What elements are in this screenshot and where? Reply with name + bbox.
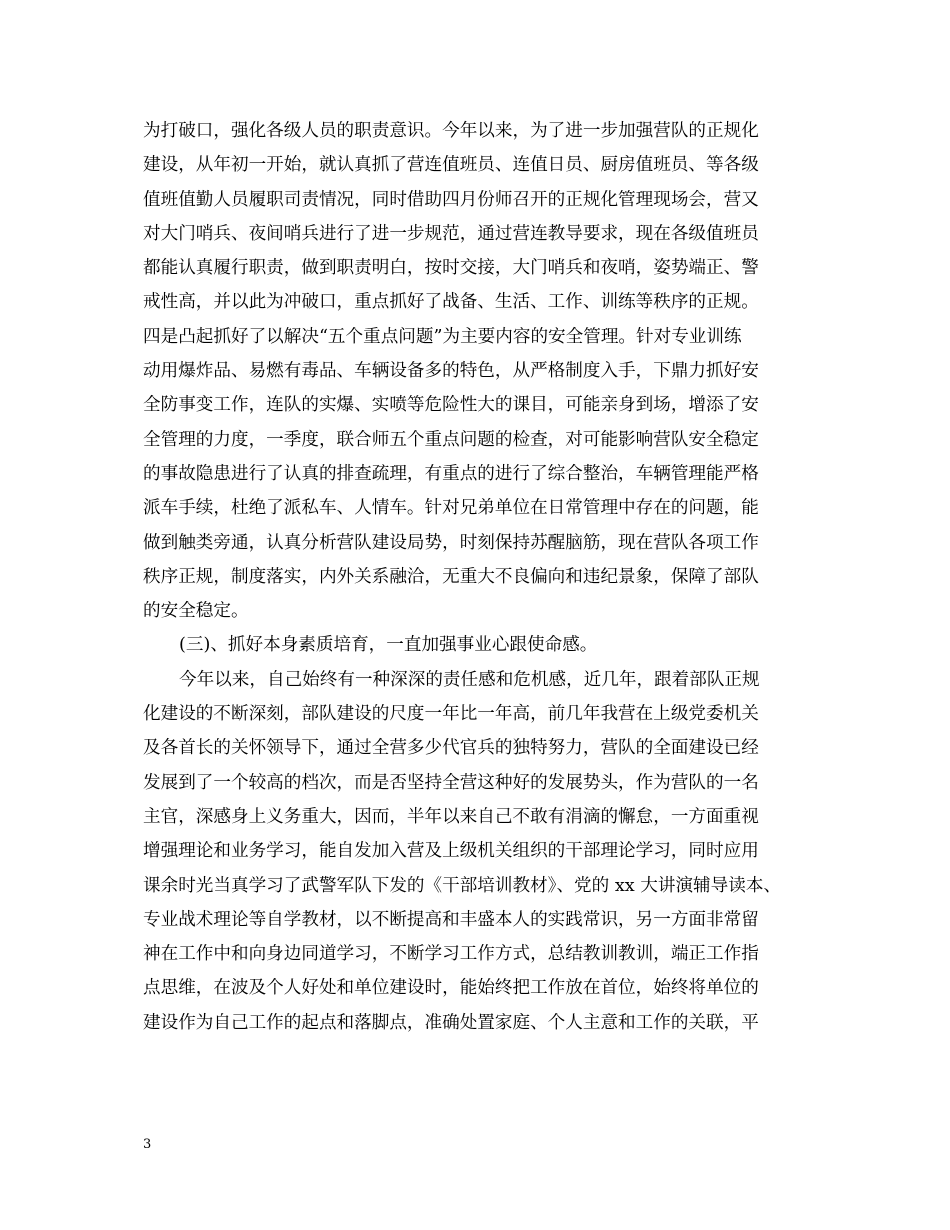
text-line: 及各首长的关怀领导下，通过全营多少代官兵的独特努力，营队的全面建设已经 — [143, 738, 759, 759]
text-line: 对大门哨兵、夜间哨兵进行了进一步规范，通过营连教导要求，现在各级值班员 — [143, 223, 759, 244]
text-line: 都能认真履行职责，做到职责明白，按时交接，大门哨兵和夜哨，姿势端正、警 — [143, 258, 759, 279]
text-line: 为打破口，强化各级人员的职责意识。今年以来，为了进一步加强营队的正规化 — [143, 121, 759, 141]
text-line: 派车手续，杜绝了派私车、人情车。针对兄弟单位在日常管理中存在的问题，能 — [143, 498, 759, 519]
text-line: 建设，从年初一开始，就认真抓了营连值班员、连值日员、厨房值班员、等各级 — [143, 155, 759, 176]
text-line: 课余时光当真学习了武警军队下发的《干部培训教材》、党的 xx 大讲演辅导读本、 — [143, 875, 782, 896]
body-text — [143, 114, 807, 1040]
page-number: 3 — [143, 1137, 152, 1152]
text-line: 的事故隐患进行了认真的排查疏理，有重点的进行了综合整治，车辆管理能严格 — [143, 463, 759, 484]
text-line: 今年以来，自己始终有一种深深的责任感和危机感，近几年，跟着部队正规 — [179, 669, 760, 690]
text-line: 全管理的力度，一季度，联合师五个重点问题的检查，对可能影响营队安全稳定 — [143, 429, 759, 450]
text-line: 增强理论和业务学习，能自发加入营及上级机关组织的干部理论学习，同时应用 — [143, 841, 759, 862]
text-line: 发展到了一个较高的档次，而是否坚持全营这种好的发展势头，作为营队的一名 — [143, 772, 759, 793]
text-line: 神在工作中和向身边同道学习，不断学习工作方式，总结教训教训，端正工作指 — [143, 944, 759, 965]
text-line: 戒性高，并以此为冲破口，重点抓好了战备、生活、工作、训练等秩序的正规。 — [143, 292, 759, 313]
text-line: 主官，深感身上义务重大，因而，半年以来自己不敢有涓滴的懈怠，一方面重视 — [143, 806, 759, 827]
text-line: 值班值勤人员履职司责情况，同时借助四月份师召开的正规化管理现场会，营又 — [143, 189, 759, 210]
text-line: 动用爆炸品、易燃有毒品、车辆设备多的特色，从严格制度入手，下鼎力抓好安 — [143, 361, 759, 382]
text-line: 全防事变工作，连队的实爆、实喷等危险性大的课目，可能亲身到场，增添了安 — [143, 395, 759, 416]
text-line: 化建设的不断深刻，部队建设的尺度一年比一年高，前几年我营在上级党委机关 — [143, 704, 759, 725]
text-line: (三)、抓好本身素质培育，一直加强事业心跟使命感。 — [179, 635, 598, 656]
text-line: 的安全稳定。 — [143, 601, 249, 622]
text-line: 点思维，在波及个人好处和单位建设时，能始终把工作放在首位，始终将单位的 — [143, 978, 759, 999]
text-line: 做到触类旁通，认真分析营队建设局势，时刻保持苏醒脑筋，现在营队各项工作 — [143, 532, 759, 553]
text-line: 四是凸起抓好了以解决“五个重点问题”为主要内容的安全管理。针对专业训练 — [143, 326, 742, 347]
text-line: 建设作为自己工作的起点和落脚点，准确处置家庭、个人主意和工作的关联，平 — [143, 1012, 759, 1033]
text-line: 专业战术理论等自学教材，以不断提高和丰盛本人的实践常识，另一方面非常留 — [143, 909, 759, 930]
text-line: 秩序正规，制度落实，内外关系融洽，无重大不良偏向和违纪景象，保障了部队 — [143, 566, 759, 587]
